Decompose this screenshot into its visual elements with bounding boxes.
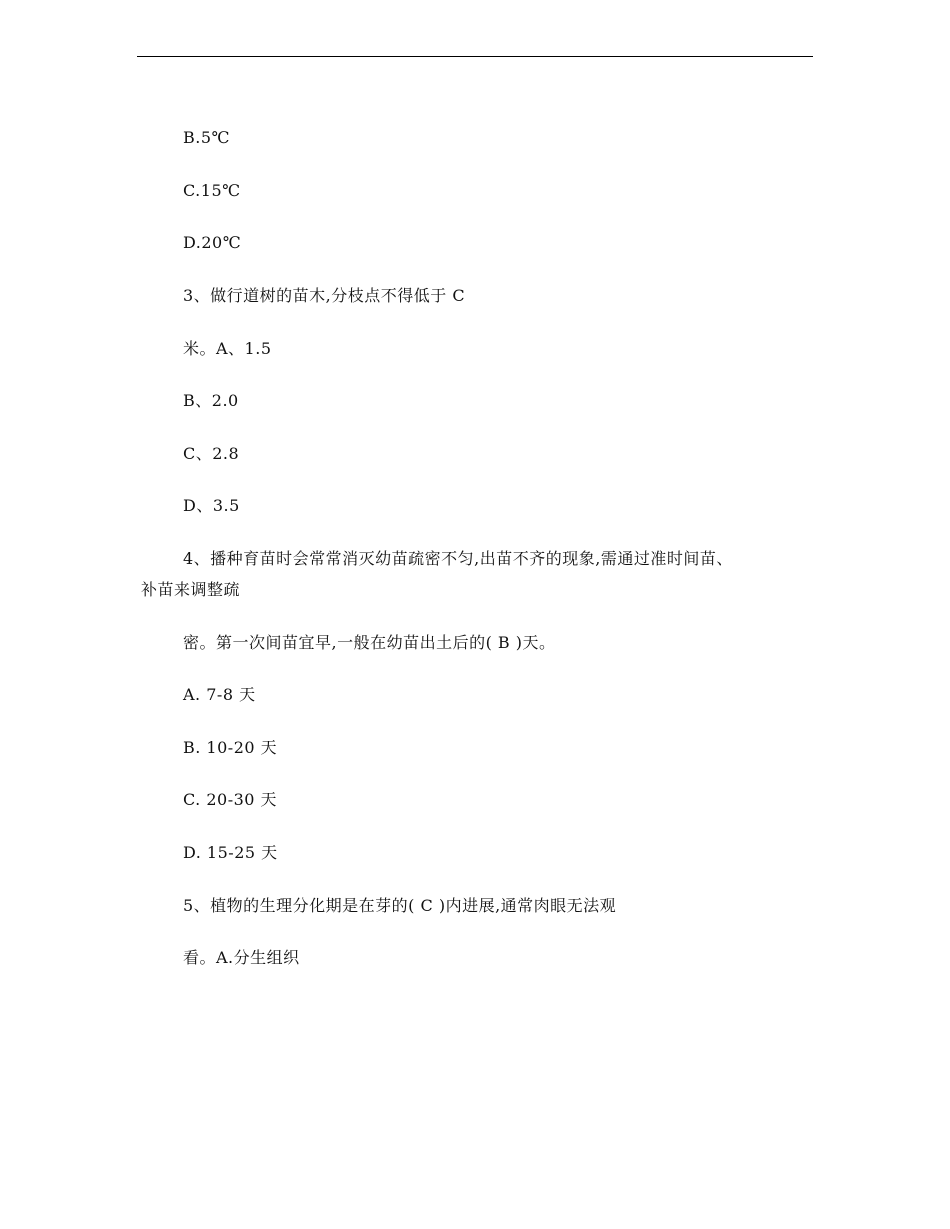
question-4-option-c: C. 20-30 天 bbox=[183, 790, 278, 809]
question-4-line-3: 密。第一次间苗宜早,一般在幼苗出土后的( B )天。 bbox=[183, 633, 556, 652]
question-3: 3、做行道树的苗木,分枝点不得低于 C bbox=[183, 286, 466, 305]
question-3-option-b: B、2.0 bbox=[183, 391, 239, 410]
question-5: 5、植物的生理分化期是在芽的( C )内进展,通常肉眼无法观 bbox=[183, 896, 617, 915]
header-rule bbox=[137, 56, 813, 57]
question-4-option-a: A. 7-8 天 bbox=[183, 685, 256, 704]
option-c-15c: C.15℃ bbox=[183, 181, 241, 200]
option-b-5c: B.5℃ bbox=[183, 128, 230, 147]
question-4-line-1: 4、播种育苗时会常常消灭幼苗疏密不匀,出苗不齐的现象,需通过准时间苗、 bbox=[183, 549, 733, 568]
question-3-option-a: 米。A、1.5 bbox=[183, 339, 272, 358]
question-3-option-d: D、3.5 bbox=[183, 496, 240, 515]
question-4-option-b: B. 10-20 天 bbox=[183, 738, 278, 757]
question-4-line-2: 补苗来调整疏 bbox=[141, 580, 241, 599]
question-3-option-c: C、2.8 bbox=[183, 444, 240, 463]
option-d-20c: D.20℃ bbox=[183, 233, 242, 252]
question-5-option-a: 看。A.分生组织 bbox=[183, 948, 300, 967]
question-4-option-d: D. 15-25 天 bbox=[183, 843, 278, 862]
